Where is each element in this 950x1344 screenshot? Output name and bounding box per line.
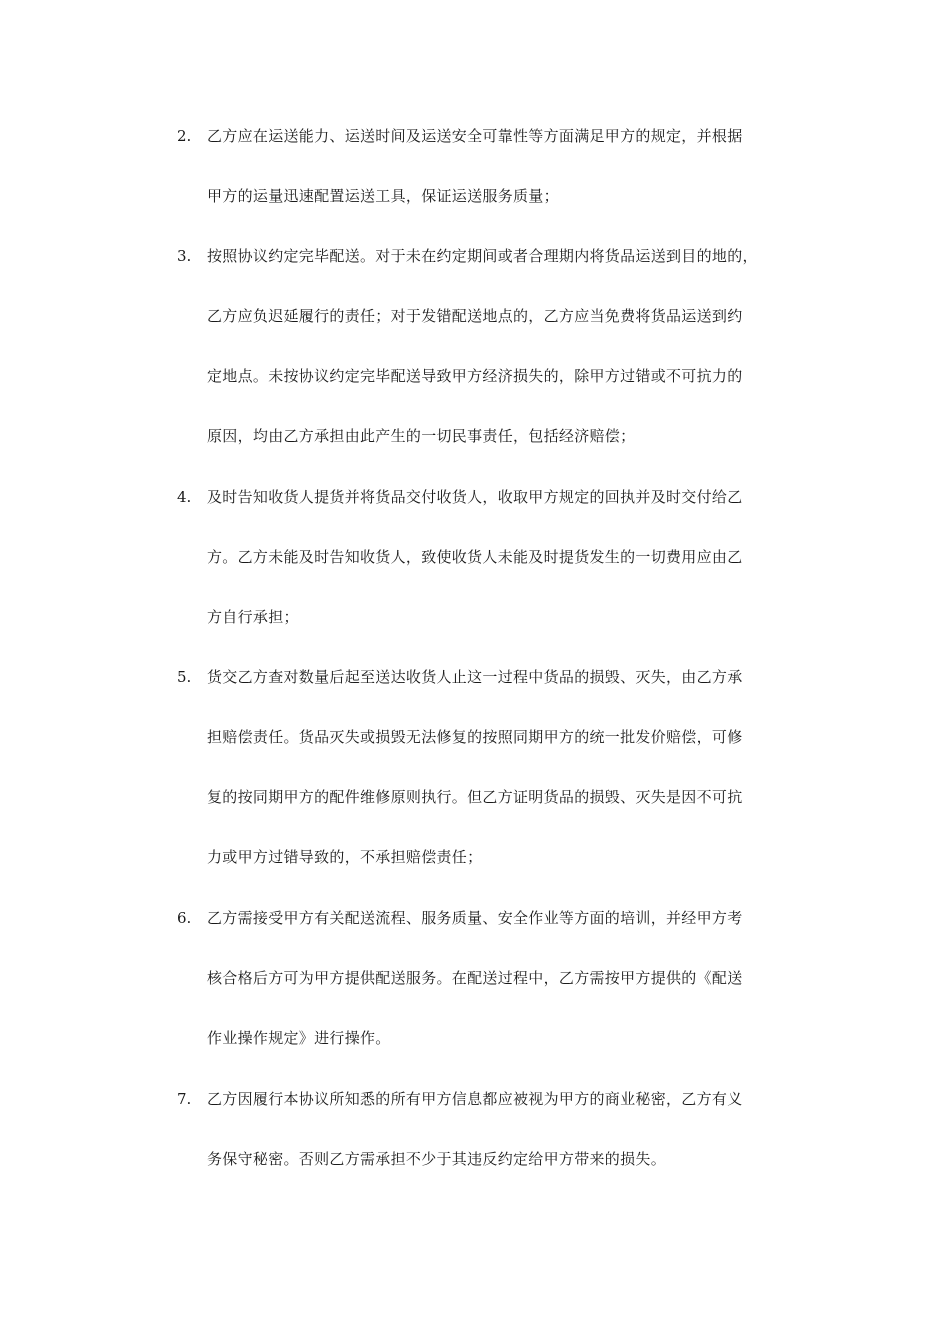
item-text-line: 方。乙方未能及时告知收货人，致使收货人未能及时提货发生的一切费用应由乙 (207, 548, 743, 566)
item-text-line: 按照协议约定完毕配送。对于未在约定期间或者合理期内将货品运送到目的地的， (207, 247, 758, 265)
item-number: 5. (177, 668, 192, 686)
item-number: 6. (177, 909, 192, 927)
item-text-line: 原因，均由乙方承担由此产生的一切民事责任，包括经济赔偿； (207, 427, 636, 445)
item-text-line: 乙方应在运送能力、运送时间及运送安全可靠性等方面满足甲方的规定，并根据 (207, 127, 743, 145)
item-text-line: 核合格后方可为甲方提供配送服务。在配送过程中，乙方需按甲方提供的《配送 (207, 969, 743, 987)
item-text-line: 务保守秘密。否则乙方需承担不少于其违反约定给甲方带来的损失。 (207, 1150, 667, 1168)
item-text-line: 及时告知收货人提货并将货品交付收货人，收取甲方规定的回执并及时交付给乙 (207, 488, 743, 506)
item-text-line: 力或甲方过错导致的，不承担赔偿责任； (207, 848, 483, 866)
item-number: 4. (177, 488, 192, 506)
item-text-line: 担赔偿责任。货品灭失或损毁无法修复的按照同期甲方的统一批发价赔偿，可修 (207, 728, 743, 746)
item-number: 2. (177, 127, 192, 145)
item-text-line: 乙方应负迟延履行的责任；对于发错配送地点的，乙方应当免费将货品运送到约 (207, 307, 743, 325)
item-text-line: 乙方需接受甲方有关配送流程、服务质量、安全作业等方面的培训，并经甲方考 (207, 909, 743, 927)
item-text-line: 定地点。未按协议约定完毕配送导致甲方经济损失的，除甲方过错或不可抗力的 (207, 367, 743, 385)
item-number: 3. (177, 247, 192, 265)
item-text-line: 乙方因履行本协议所知悉的所有甲方信息都应被视为甲方的商业秘密，乙方有义 (207, 1090, 743, 1108)
item-text-line: 复的按同期甲方的配件维修原则执行。但乙方证明货品的损毁、灭失是因不可抗 (207, 788, 743, 806)
item-text-line: 作业操作规定》进行操作。 (207, 1029, 391, 1047)
item-text-line: 方自行承担； (207, 608, 299, 626)
item-text-line: 甲方的运量迅速配置运送工具，保证运送服务质量； (207, 187, 559, 205)
item-text-line: 货交乙方查对数量后起至送达收货人止这一过程中货品的损毁、灭失，由乙方承 (207, 668, 743, 686)
item-number: 7. (177, 1090, 192, 1108)
